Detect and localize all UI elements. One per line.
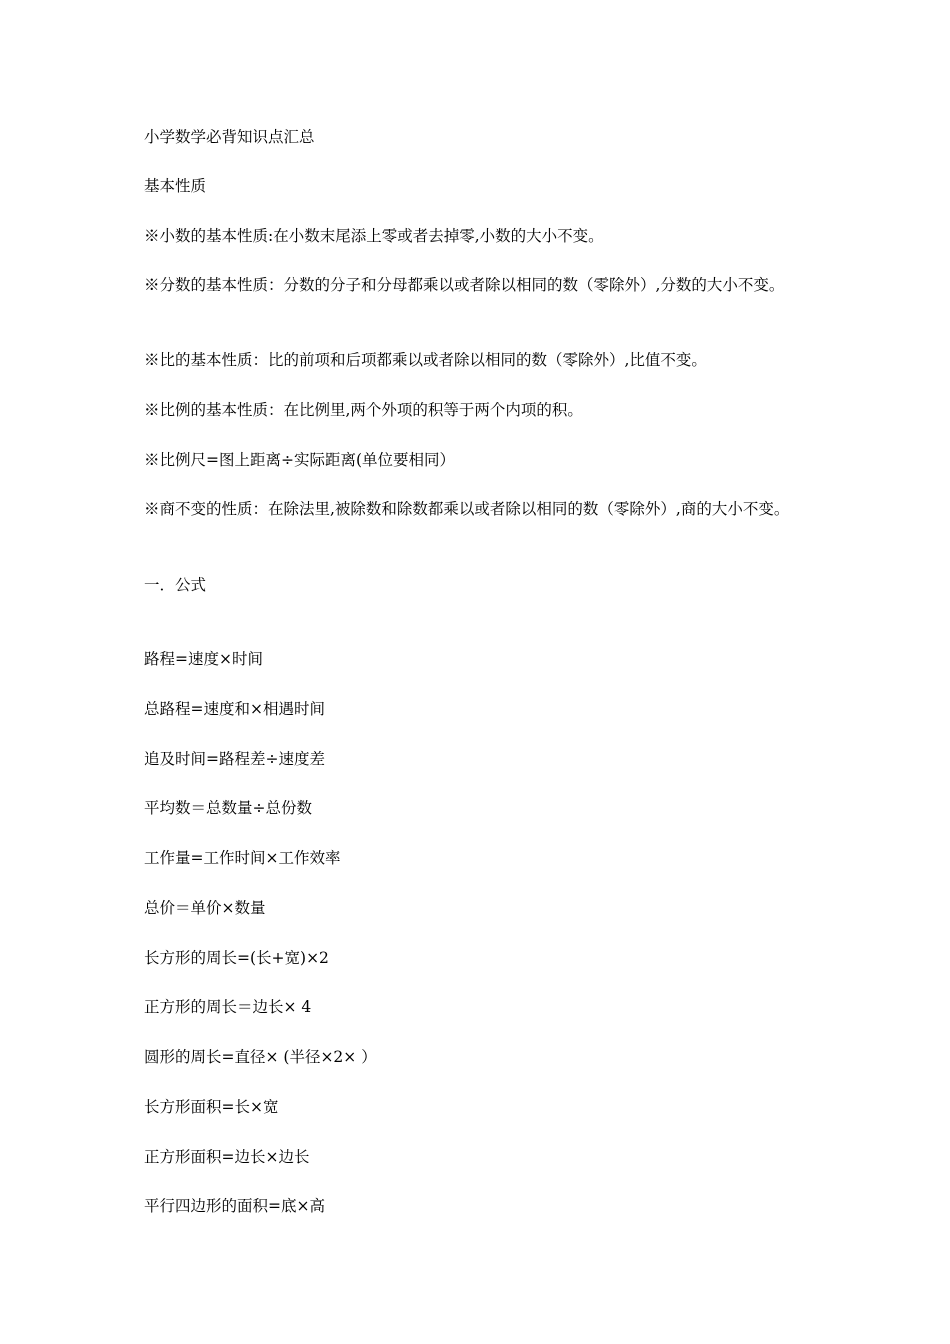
- formula-line: 长方形面积=长×宽: [144, 1098, 279, 1116]
- property-paragraph: ※商不变的性质：在除法里,被除数和除数都乘以或者除以相同的数（零除外）,商的大小不变。: [144, 500, 790, 518]
- formula-line: 总路程=速度和×相遇时间: [144, 700, 325, 718]
- property-paragraph: ※分数的基本性质：分数的分子和分母都乘以或者除以相同的数（零除外）,分数的大小不变。: [144, 276, 785, 294]
- formula-line: 平行四边形的面积=底×高: [144, 1197, 325, 1215]
- formula-line: 圆形的周长=直径× (半径×2× ）: [144, 1048, 377, 1066]
- section-heading-basic-properties: 基本性质: [144, 177, 207, 195]
- formula-line: 正方形的周长＝边长× 4: [144, 998, 312, 1016]
- formula-line: 平均数＝总数量÷总份数: [144, 799, 312, 817]
- property-paragraph: ※比例尺=图上距离÷实际距离(单位要相同）: [144, 451, 456, 469]
- formula-line: 路程=速度×时间: [144, 650, 263, 668]
- section-heading-formulas: 一．公式: [144, 576, 207, 594]
- property-paragraph: ※小数的基本性质:在小数末尾添上零或者去掉零,小数的大小不变。: [144, 227, 604, 245]
- formula-line: 总价＝单价×数量: [144, 899, 266, 917]
- formula-line: 长方形的周长=(长+宽)×2: [144, 949, 329, 967]
- property-paragraph: ※比例的基本性质：在比例里,两个外项的积等于两个内项的积。: [144, 401, 583, 419]
- formula-line: 追及时间=路程差÷速度差: [144, 750, 325, 768]
- formula-line: 工作量=工作时间×工作效率: [144, 849, 341, 867]
- property-paragraph: ※比的基本性质：比的前项和后项都乘以或者除以相同的数（零除外）,比值不变。: [144, 351, 707, 369]
- document-title: 小学数学必背知识点汇总: [144, 128, 315, 146]
- formula-line: 正方形面积=边长×边长: [144, 1148, 310, 1166]
